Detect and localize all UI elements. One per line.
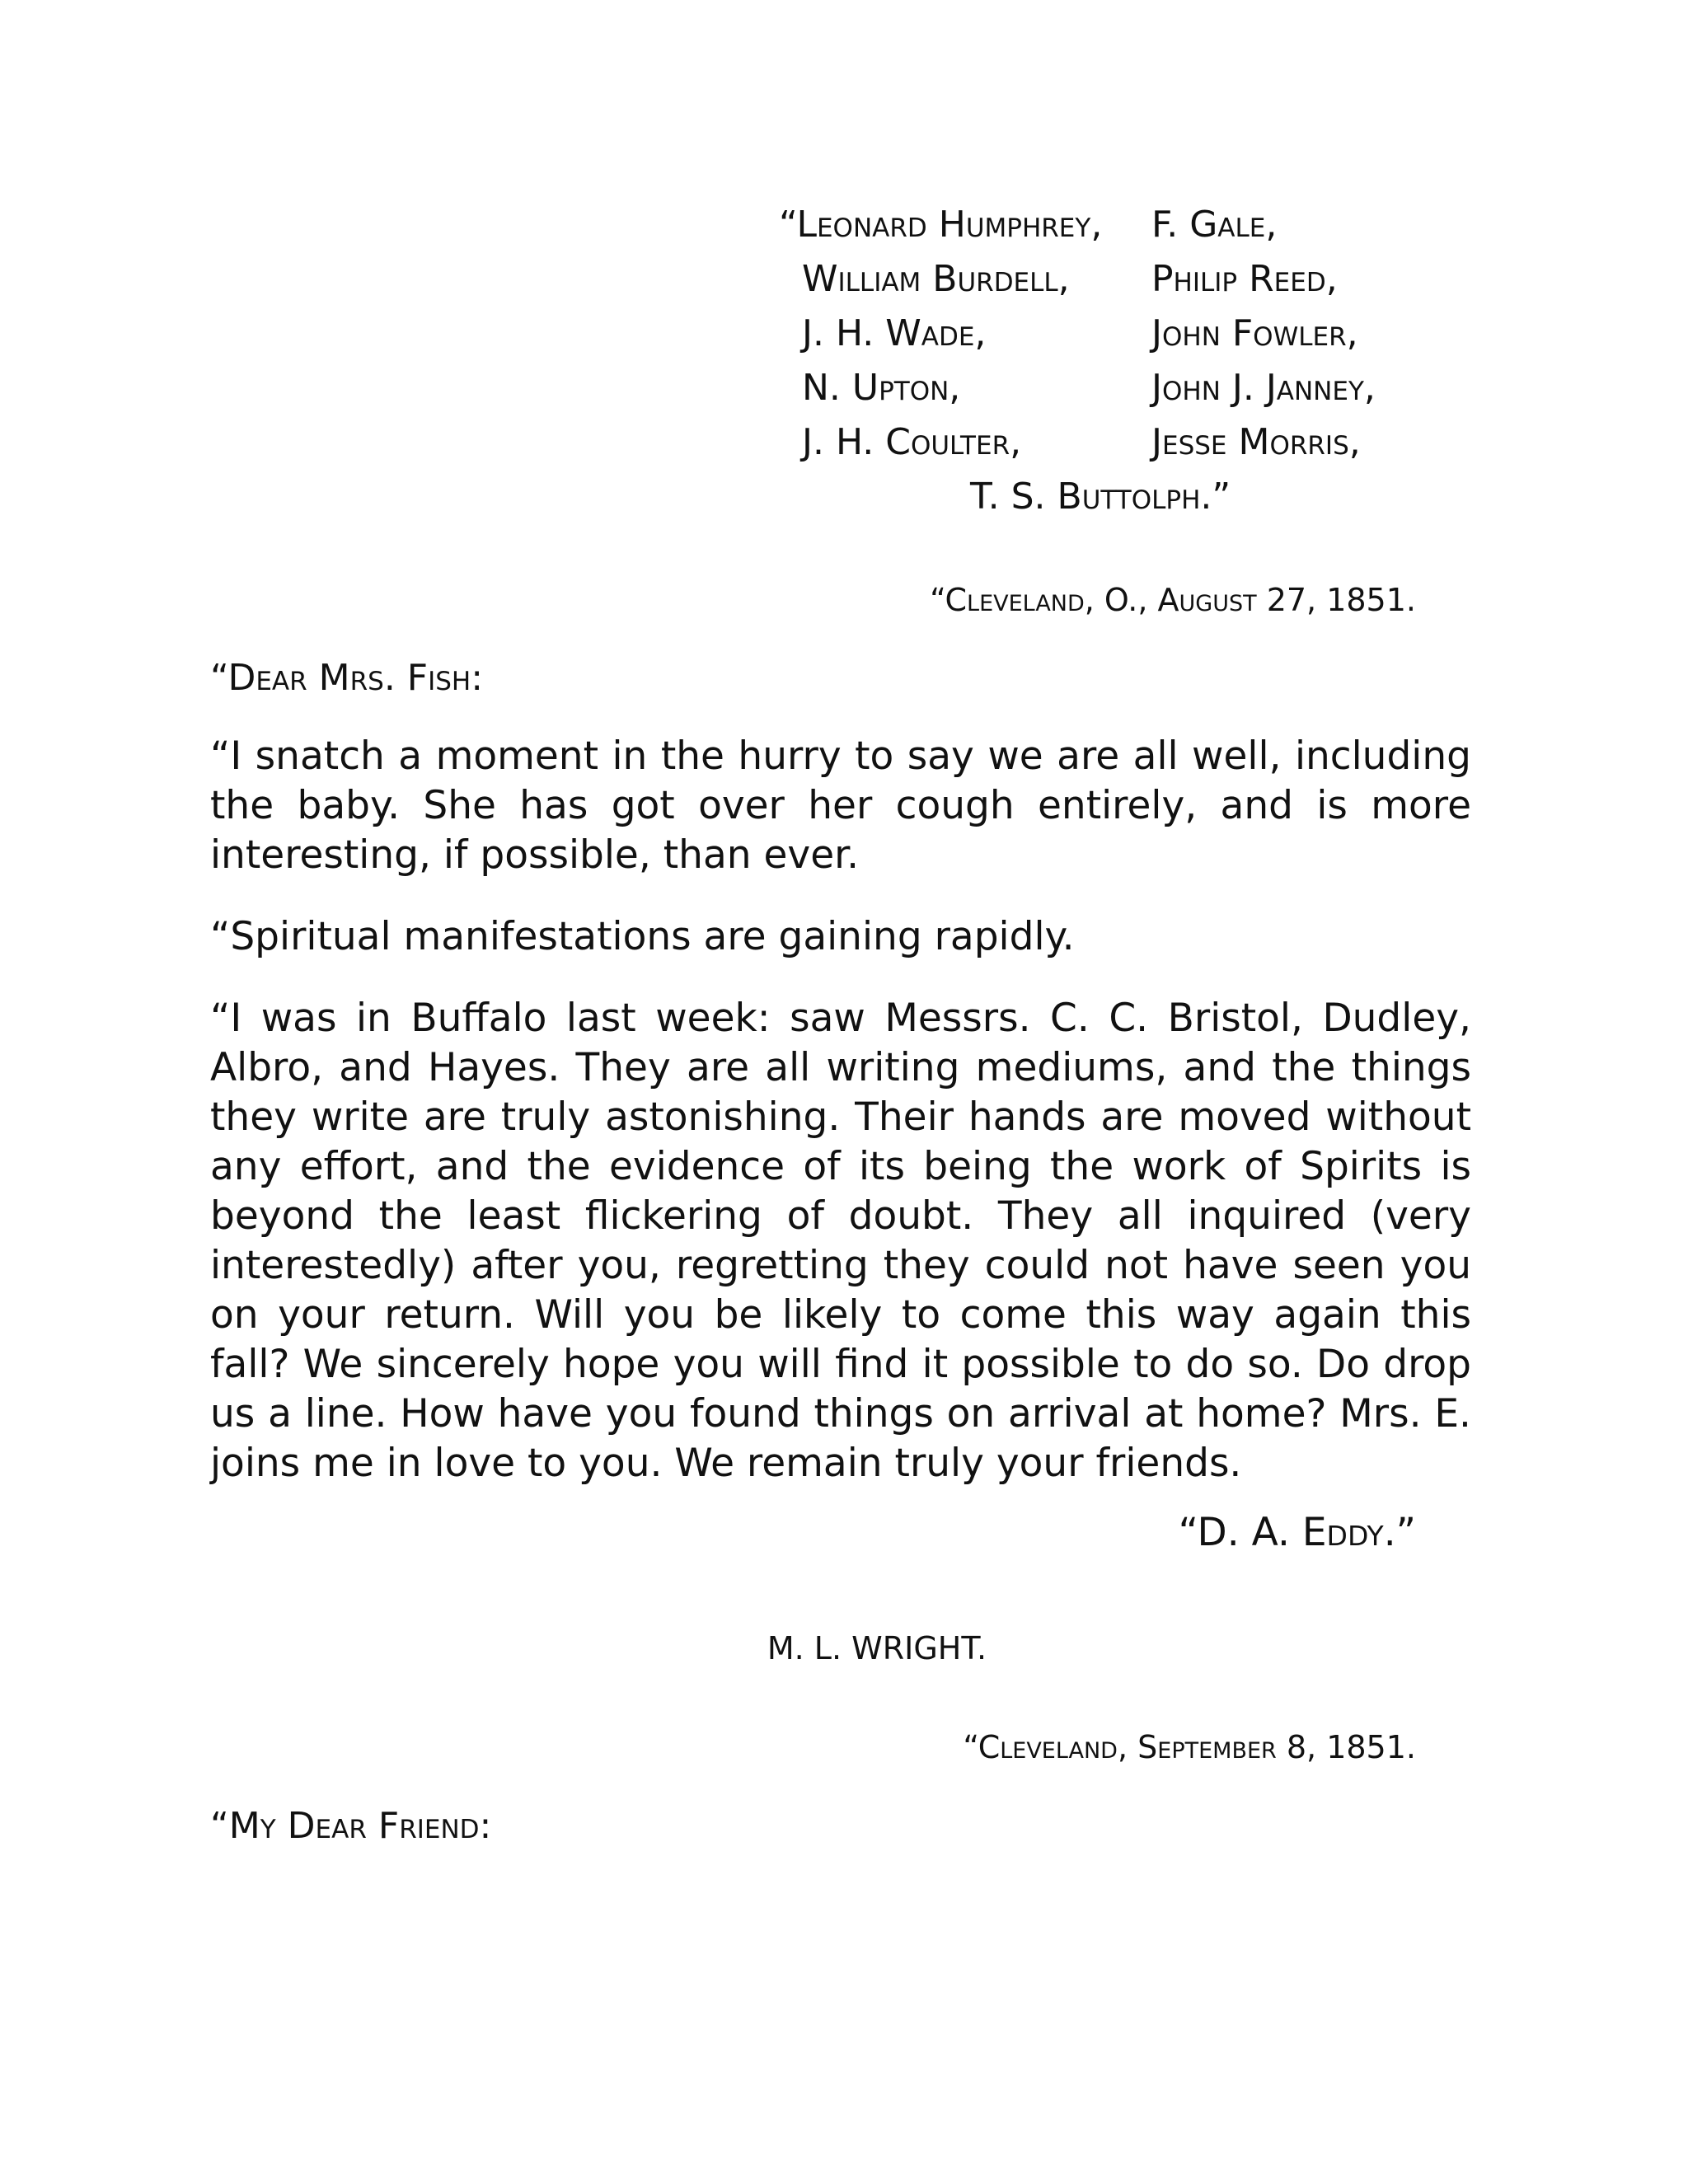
signatories-block: [779, 198, 1455, 524]
signatory-name: N. Upton,: [802, 367, 961, 409]
signatory-name-final: T. S. Buttolph.”: [970, 476, 1231, 518]
signatory-name: John Fowler,: [1151, 312, 1358, 354]
letter-signature: “D. A. Eddy.”: [1178, 1510, 1416, 1555]
signatory-name: J. H. Wade,: [802, 312, 987, 354]
letter-salutation: “My Dear Friend:: [210, 1805, 492, 1847]
signatory-row: [779, 307, 1455, 361]
signatory-name: William Burdell,: [802, 258, 1070, 300]
letter-paragraph: “I was in Buffalo last week: saw Messrs. C. C. Bristol, Dudley, Albro, and Hayes. They are all writing mediums, and the things they write are truly astonishing. Their hands are moved without any effort, and the evidence of its being the work of Spirits is beyond the least flickering of doubt. They all inquired (very interestedly) after you, regretting they could not have seen you on your return. Will you be likely to come this way again this fall? We sincerely hope you will find it possible to do so. Do drop us a line. How have you found things on arrival at home? Mrs. E. joins me in love to you. We remain truly your friends.: [210, 996, 1471, 1486]
signatory-name: J. H. Coulter,: [802, 421, 1022, 463]
letter-dateline: “Cleveland, O., August 27, 1851.: [930, 582, 1416, 618]
signatory-name: John J. Janney,: [1151, 367, 1376, 409]
signatory-row: [779, 361, 1455, 415]
signatory-row: [779, 198, 1455, 252]
signatory-row: [779, 415, 1455, 470]
signatory-row: [779, 470, 1455, 524]
letter-paragraph: “I snatch a moment in the hurry to say we are all well, including the baby. She has got over her cough entirely, and is more interesting, if possible, than ever.: [210, 733, 1471, 878]
letter-salutation: “Dear Mrs. Fish:: [210, 657, 484, 699]
signatory-name: Philip Reed,: [1151, 258, 1338, 300]
letter-dateline: “Cleveland, September 8, 1851.: [963, 1729, 1416, 1765]
section-heading: M. L. WRIGHT.: [767, 1630, 987, 1666]
signatory-name: Jesse Morris,: [1151, 421, 1361, 463]
signatory-row: [779, 252, 1455, 307]
signatory-name: F. Gale,: [1151, 204, 1278, 246]
letter-paragraph: “Spiritual manifestations are gaining rapidly.: [210, 914, 1075, 959]
signatory-name: “Leonard Humphrey,: [779, 204, 1103, 246]
